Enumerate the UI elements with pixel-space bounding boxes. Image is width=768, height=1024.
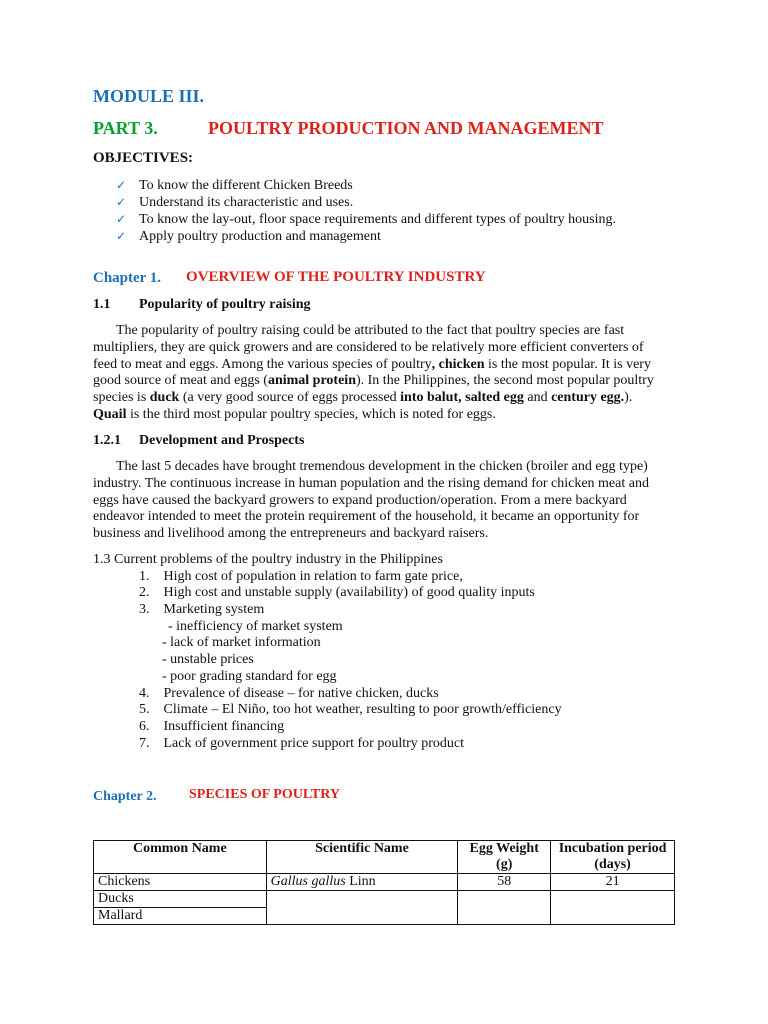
check-icon: ✓ [116,178,127,192]
list-item: 2. High cost and unstable supply (availability) of good quality inputs [139,585,535,601]
chapter2-heading [93,787,340,805]
part-label: PART 3. [93,118,158,138]
sub-item: - lack of market information [162,635,321,651]
objective-item: ✓ Understand its characteristic and uses. [116,195,354,210]
column-header: Scientific Name [266,841,458,874]
check-icon: ✓ [116,229,127,243]
list-item: 1. High cost of population in relation to farm gate price, [139,568,463,584]
sub-item: - unstable prices [162,652,254,668]
objective-item: ✓ To know the different Chicken Breeds [116,178,353,193]
sub-item: - inefficiency of market system [168,618,343,634]
objective-item: ✓ To know the lay-out, floor space requirements and different types of poultry housing. [116,212,616,227]
problems-heading: 1.3 Current problems of the poultry industry in the Philippines [93,552,443,567]
list-item: 5. Climate – El Niño, too hot weather, resulting to poor growth/efficiency [139,702,562,718]
objectives-list [116,177,616,245]
module-heading: MODULE III. [93,86,205,106]
chapter1-title: OVERVIEW OF THE POULTRY INDUSTRY [186,269,486,285]
list-item: 7. Lack of government price support for poultry product [139,735,465,751]
table-row: Chickens Gallus gallus Linn 58 21 [94,874,675,891]
table-header-row [94,841,675,874]
paragraph-popularity: The popularity of poultry raising could be attributed to the fact that poultry species are fast multipliers, they are quick growers and are considered to be relatively more efficient converters of feed to meat and eggs. Among the various species of poultry, chicken is the most popular. It is very good source of meat and eggs (animal protein). In the Philippines, the second most popular poultry species is duck (a very good source of eggs processed into balut, salted egg and century egg.). Quail is the third most popular poultry species, which is noted for eggs. [93,323,654,422]
problems-list [93,552,562,752]
objective-item: ✓ Apply poultry production and management [116,229,381,244]
species-table [93,840,675,925]
paragraph-development: The last 5 decades have brought tremendous development in the chicken (broiler and egg type) industry. The continuous increase in human population and the rising demand for chicken meat and eggs have caused the backyard growers to expand production/operation. From a mere backyard endeavor intended to meet the protein requirement of the household, it became an opportunity for business and livelihood among the entrepreneurs and backyard raisers. [93,459,649,542]
list-item: 4. Prevalence of disease – for native chicken, ducks [139,685,439,701]
column-header: Incubation period (days) [551,841,675,874]
sub-item: - poor grading standard for egg [162,668,337,684]
table-row: Ducks [94,891,675,908]
check-icon: ✓ [116,212,127,226]
chapter1-heading [93,269,486,287]
check-icon: ✓ [116,195,127,209]
section-1-1-heading: 1.1 Popularity of poultry raising [93,297,311,312]
chapter1-label: Chapter 1. [93,270,162,286]
table-row: Mallard [94,908,675,925]
column-header: Egg Weight (g) [458,841,551,874]
column-header: Common Name [94,841,267,874]
objectives-heading: OBJECTIVES: [93,150,194,166]
chapter2-title: SPECIES OF POULTRY [189,787,340,802]
list-item: 3. Marketing system [139,602,265,618]
section-1-2-1-heading: 1.2.1 Development and Prospects [93,433,305,448]
list-item: 6. Insufficient financing [139,718,285,734]
part-title: POULTRY PRODUCTION AND MANAGEMENT [208,118,604,138]
chapter2-label: Chapter 2. [93,789,157,804]
